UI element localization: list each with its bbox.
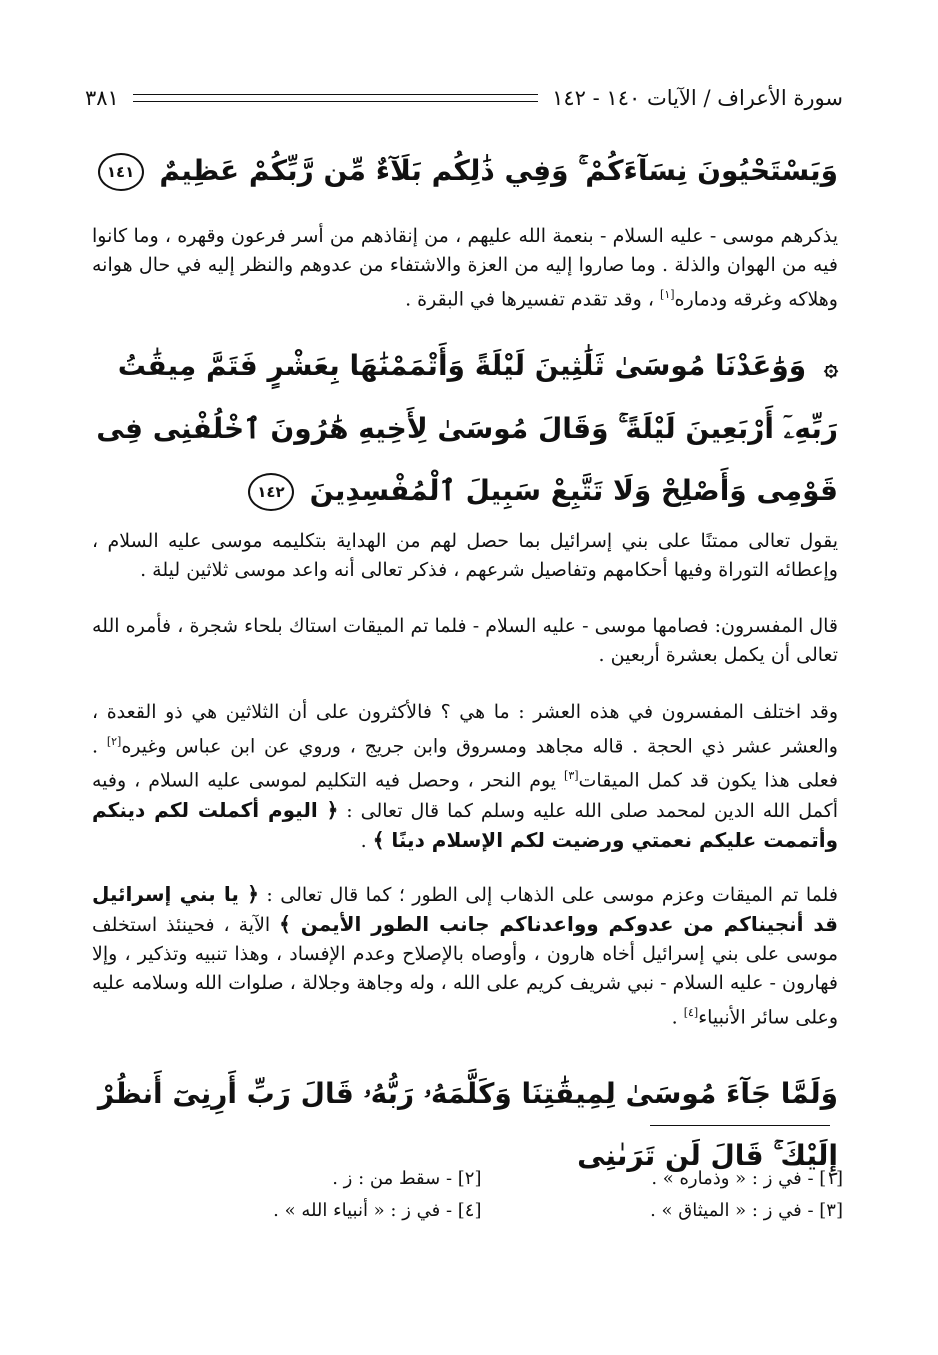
quran-verse: وَلَمَّا جَآءَ مُوسَىٰ لِمِيقَٰتِنَا وَكَلَّمَهُۥ رَبُّهُۥ قَالَ رَبِّ أَرِنِىٓ أَنظُرْ إِلَيْكَ ۚ قَالَ لَن تَرَىٰنِى	[97, 1077, 838, 1172]
footnote-mark: [٣]	[819, 1200, 843, 1221]
footnote-text: - في ز : « أنبياء الله » .	[273, 1200, 453, 1221]
paragraph-text: وقد اختلف المفسرون في هذه العشر : ما هي ؟ فالأكثرون على أن الثلاثين هي ذو القعدة ، والعشر عشر ذي الحجة . قاله مجاهد ومسروق وابن جريج ، وروي عن ابن عباس وغيره	[92, 701, 838, 758]
footnote-ref: [١]	[660, 288, 675, 301]
footnote-text: - في ز : « وذماره » .	[651, 1168, 814, 1189]
commentary-paragraph	[92, 612, 838, 670]
footnote	[482, 1197, 844, 1225]
footnote-text: - سقط من : ز .	[332, 1168, 453, 1189]
footnote	[482, 1165, 844, 1193]
footnote-mark: [٤]	[457, 1200, 482, 1221]
ayah-number-marker: ١٤١	[98, 153, 144, 191]
footnotes	[120, 1165, 843, 1225]
paragraph-text: الآية ، فحينئذ استخلف موسى على بني إسرائيل أخاه هارون ، وأوصاه بالإصلاح وعدم الإفساد ، وهذا تنبيه وتذكير ، وإلا فهارون - عليه السلام - نبي شريف كريم على الله ، وله وجاهة وجلالة ، صلوات الله وسلامه عليه وعلى سائر الأنبياء	[92, 914, 838, 1029]
commentary-paragraph	[92, 222, 838, 314]
verse-text: وَيَسْتَحْيُونَ نِسَآءَكُمْ ۚ وَفِي ذَٰلِكُم بَلَآءٌ مِّن رَّبِّكُمْ عَظِيمٌ	[159, 154, 838, 187]
footnote-ref: [٣]	[564, 769, 579, 783]
paragraph-text: يقول تعالى ممتنًا على بني إسرائيل بما حصل لهم من الهداية بتكليمه موسى عليه السلام ، وإعطائه التوراة وفيها أحكامهم وتفاصيل شرعهم ، فذكر تعالى أنه واعد موسى ثلاثين ليلة .	[92, 530, 838, 581]
paragraph-text: . فعلى هذا يكون قد كمل الميقات	[92, 735, 838, 792]
footnote-mark: [٢]	[457, 1168, 482, 1189]
paragraph-text: يذكرهم موسى - عليه السلام - بنعمة الله عليهم ، من إنقاذهم من أسر فرعون وقهره ، وما كانوا فيه من الهوان والذلة . وما صاروا إليه من العزة والاشتفاء من عدوهم والنظر إليه في حال هوانه وهلاكه وغرقه ودماره	[92, 225, 838, 311]
commentary-paragraph	[92, 880, 838, 1032]
verse-142-block	[92, 335, 838, 522]
quran-verse	[92, 335, 838, 522]
footnote-separator	[650, 1125, 830, 1126]
commentary-paragraph	[92, 527, 838, 585]
footnote	[120, 1165, 482, 1193]
commentary-paragraph	[92, 698, 838, 856]
footnote-text: - في ز : « الميثاق » .	[650, 1200, 814, 1221]
page-number: ٣٨١	[85, 86, 119, 110]
paragraph-text: يوم النحر ، وحصل فيه التكليم لموسى عليه السلام ، وفيه أكمل الله الدين لمحمد صلى الله عليه وسلم كما قال تعالى :	[92, 769, 838, 822]
paragraph-text: .	[360, 829, 367, 852]
footnote-mark: [١]	[819, 1168, 843, 1189]
paragraph-text: ، وقد تقدم تفسيرها في البقرة .	[405, 288, 654, 311]
quran-quote: ﴿ يا بني إسرائيل قد أنجيناكم من عدوكم وواعدناكم جانب الطور الأيمن ﴾	[92, 882, 839, 936]
verse-text: وَوَٰعَدْنَا مُوسَىٰ ثَلَٰثِينَ لَيْلَةً وَأَتْمَمْنَٰهَا بِعَشْرٍ فَتَمَّ مِيقَٰتُ رَبِّهِۦٓ أَرْبَعِينَ لَيْلَةً ۚ وَقَالَ مُوسَىٰ لِأَخِيهِ هَٰرُونَ ٱخْلُفْنِى فِى قَوْمِى وَأَصْلِحْ وَلَا تَتَّبِعْ سَبِيلَ ٱلْمُفْسِدِينَ	[96, 349, 838, 507]
verse-141-block	[92, 140, 838, 202]
quran-quote: ﴿ اليوم أكملت لكم دينكم وأتممت عليكم نعمتي ورضيت لكم الإسلام دينًا ﴾	[92, 797, 838, 852]
paragraph-text: قال المفسرون: فصامها موسى - عليه السلام - فلما تم الميقات استاك بلحاء شجرة ، فأمره الله تعالى أن يكمل بعشرة أربعين .	[92, 615, 838, 666]
paragraph-text: فلما تم الميقات وعزم موسى على الذهاب إلى الطور ؛ كما قال تعالى :	[266, 884, 838, 906]
footnote-ref: [٢]	[106, 735, 122, 748]
hizb-star-icon: ۞	[823, 353, 838, 381]
footnote-ref: [٤]	[683, 1006, 699, 1019]
paragraph-text: .	[671, 1006, 678, 1029]
ayah-number-marker: ١٤٢	[248, 473, 294, 511]
quran-verse	[92, 140, 838, 202]
surah-title: سورة الأعراف / الآيات ١٤٠ - ١٤٢	[552, 86, 843, 110]
header-rule	[133, 94, 538, 102]
footnote	[120, 1197, 482, 1225]
page-header	[85, 78, 843, 118]
